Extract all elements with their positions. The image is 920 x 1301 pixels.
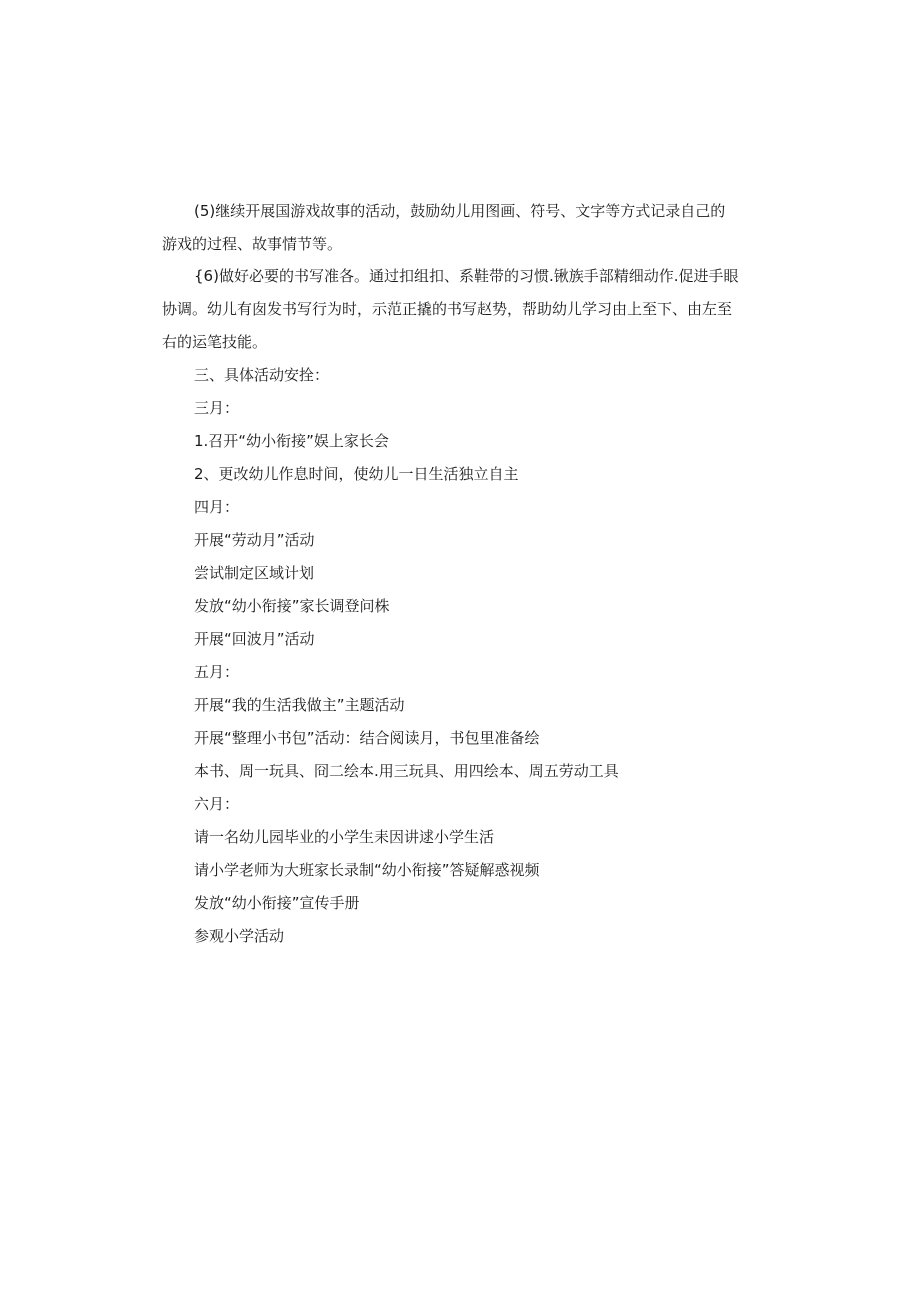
june-title: 六月： [194,795,240,813]
list-item: 开展“劳动月”活动 [194,531,315,549]
schedule-heading: 三、具体活动安拴： [194,366,330,384]
paragraph-6-line-3: 右的运笔技能。 [162,333,268,351]
list-item: 2、更改幼儿作息时间，使幼儿一日生活独立自主 [194,465,519,483]
paragraph-5-line-2: 游戏的过程、故事情节等。 [162,235,343,253]
list-item: 参观小学活动 [194,927,285,945]
paragraph-6-line-1: {6)做好必要的书写准各。通过扣组扣、系鞋带的习惯.锹族手部精细动作.促进手眼 [194,267,739,285]
list-item: 1.召开“幼小衔接”娱上家长会 [194,432,389,450]
list-item: 发放“幼小衔接”宣传手册 [194,894,360,912]
list-item: 本书、周一玩具、冏二绘本.用三玩具、用四绘本、周五劳动工具 [194,762,619,780]
paragraph-6-line-2: 协调。幼儿有囱发书写行为时，示范正撬的书写赵势，帮助幼儿学习由上至下、由左至 [162,300,733,318]
list-item: 请小学老师为大班家长录制“幼小衔接”答疑解惑视频 [194,861,540,879]
march-title: 三月： [194,399,240,417]
paragraph-5-line-1: (5)继续开展国游戏故事的活动，鼓励幼儿用图画、符号、文字等方式记录自己的 [194,202,726,220]
may-title: 五月： [194,663,240,681]
list-item: 发放“幼小衔接”家长调登问株 [194,597,390,615]
list-item: 尝试制定区域计划 [194,564,315,582]
list-item: 开展“我的生活我做主”主题活动 [194,696,405,714]
list-item: 请一名幼儿园毕业的小学生耒因讲逑小学生活 [194,828,495,846]
list-item: 开展“回波月”活动 [194,630,315,648]
list-item: 开展“整理小书包”活动：结合阅读月，书包里准备绘 [194,729,540,747]
april-title: 四月： [194,498,240,516]
